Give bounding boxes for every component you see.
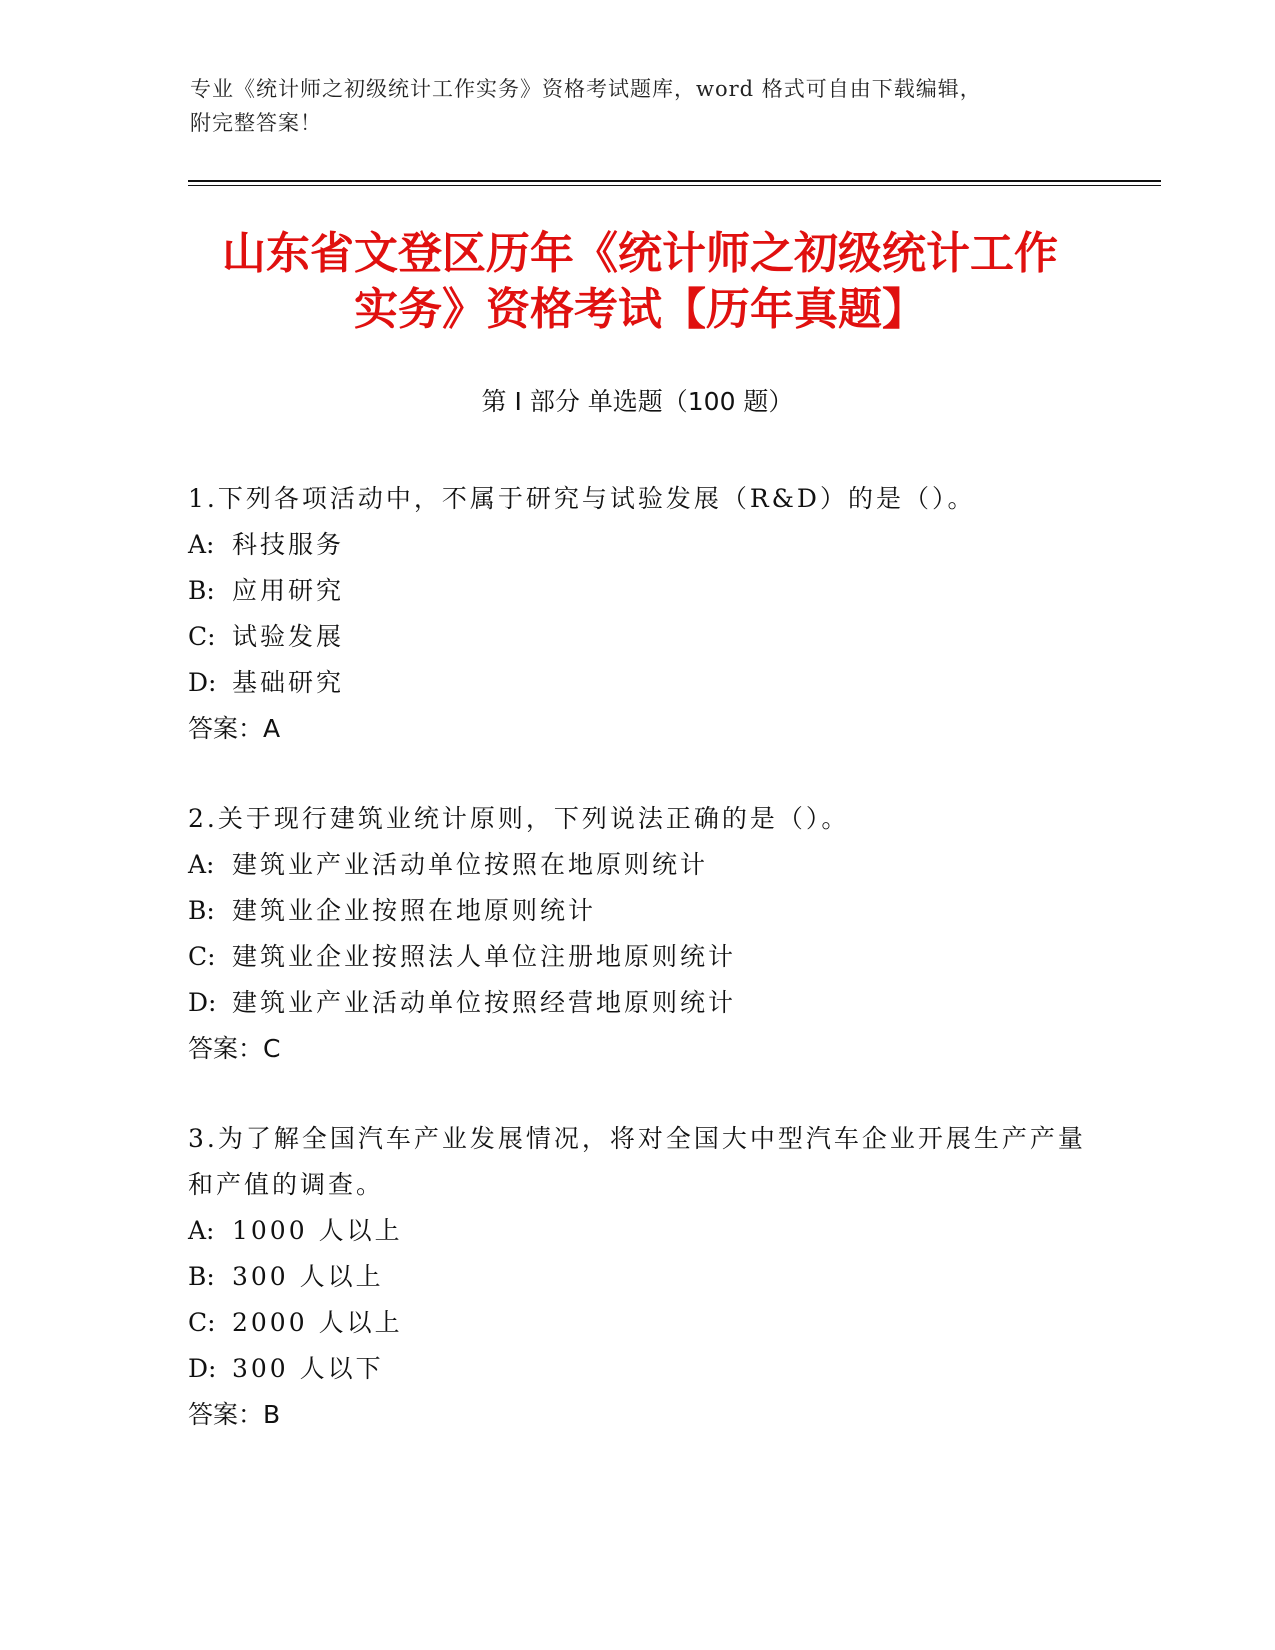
option-b <box>188 888 1088 934</box>
option-text: 1000 人以上 <box>232 1216 403 1245</box>
section-title: 第 I 部分 单选题（100 题） <box>481 387 794 416</box>
option-text: 建筑业产业活动单位按照经营地原则统计 <box>232 988 737 1017</box>
question-2 <box>188 796 1088 1072</box>
header-divider-thin <box>188 185 1161 186</box>
option-letter: A: <box>188 530 215 559</box>
answer: 答案：A <box>188 714 281 743</box>
option-letter: C: <box>188 622 216 651</box>
option-text: 应用研究 <box>232 576 345 605</box>
option-text: 建筑业产业活动单位按照在地原则统计 <box>232 850 709 879</box>
option-text: 300 人以上 <box>232 1262 384 1291</box>
document-title-line-1: 山东省文登区历年《统计师之初级统计工作 <box>222 228 1058 279</box>
option-text: 2000 人以上 <box>232 1308 403 1337</box>
question-stem: 3.为了解全国汽车产业发展情况，将对全国大中型汽车企业开展生产产量和产值的调查。 <box>188 1124 1086 1199</box>
option-text: 基础研究 <box>232 668 345 697</box>
option-letter: A: <box>188 1216 215 1245</box>
option-d <box>188 980 1088 1026</box>
option-a <box>188 1208 1088 1254</box>
option-c <box>188 934 1088 980</box>
question-3 <box>188 1116 1088 1438</box>
option-letter: B: <box>188 1262 215 1291</box>
answer: 答案：C <box>188 1034 281 1063</box>
option-letter: B: <box>188 576 215 605</box>
option-text: 300 人以下 <box>232 1354 384 1383</box>
question-stem: 1.下列各项活动中，不属于研究与试验发展（R&D）的是（）。 <box>188 484 976 513</box>
option-text: 建筑业企业按照在地原则统计 <box>232 896 597 925</box>
option-d <box>188 1346 1088 1392</box>
option-c <box>188 614 1088 660</box>
document-title-line-2: 实务》资格考试【历年真题】 <box>354 284 926 335</box>
option-text: 建筑业企业按照法人单位注册地原则统计 <box>232 942 737 971</box>
option-letter: D: <box>188 988 217 1017</box>
option-letter: A: <box>188 850 215 879</box>
option-d <box>188 660 1088 706</box>
option-letter: C: <box>188 1308 216 1337</box>
option-a <box>188 522 1088 568</box>
option-b <box>188 568 1088 614</box>
option-text: 试验发展 <box>232 622 345 651</box>
header-note <box>190 72 1090 140</box>
document-title <box>180 226 1100 338</box>
answer: 答案：B <box>188 1400 281 1429</box>
option-letter: D: <box>188 668 217 697</box>
option-a <box>188 842 1088 888</box>
header-note-line-1: 专业《统计师之初级统计工作实务》资格考试题库，word 格式可自由下载编辑， <box>190 77 982 101</box>
option-text: 科技服务 <box>232 530 345 559</box>
option-c <box>188 1300 1088 1346</box>
option-letter: B: <box>188 896 215 925</box>
header-note-line-2: 附完整答案！ <box>190 111 322 135</box>
option-b <box>188 1254 1088 1300</box>
question-1 <box>188 476 1088 752</box>
question-stem: 2.关于现行建筑业统计原则，下列说法正确的是（）。 <box>188 804 850 833</box>
option-letter: D: <box>188 1354 217 1383</box>
header-divider-thick <box>188 180 1161 182</box>
option-letter: C: <box>188 942 216 971</box>
